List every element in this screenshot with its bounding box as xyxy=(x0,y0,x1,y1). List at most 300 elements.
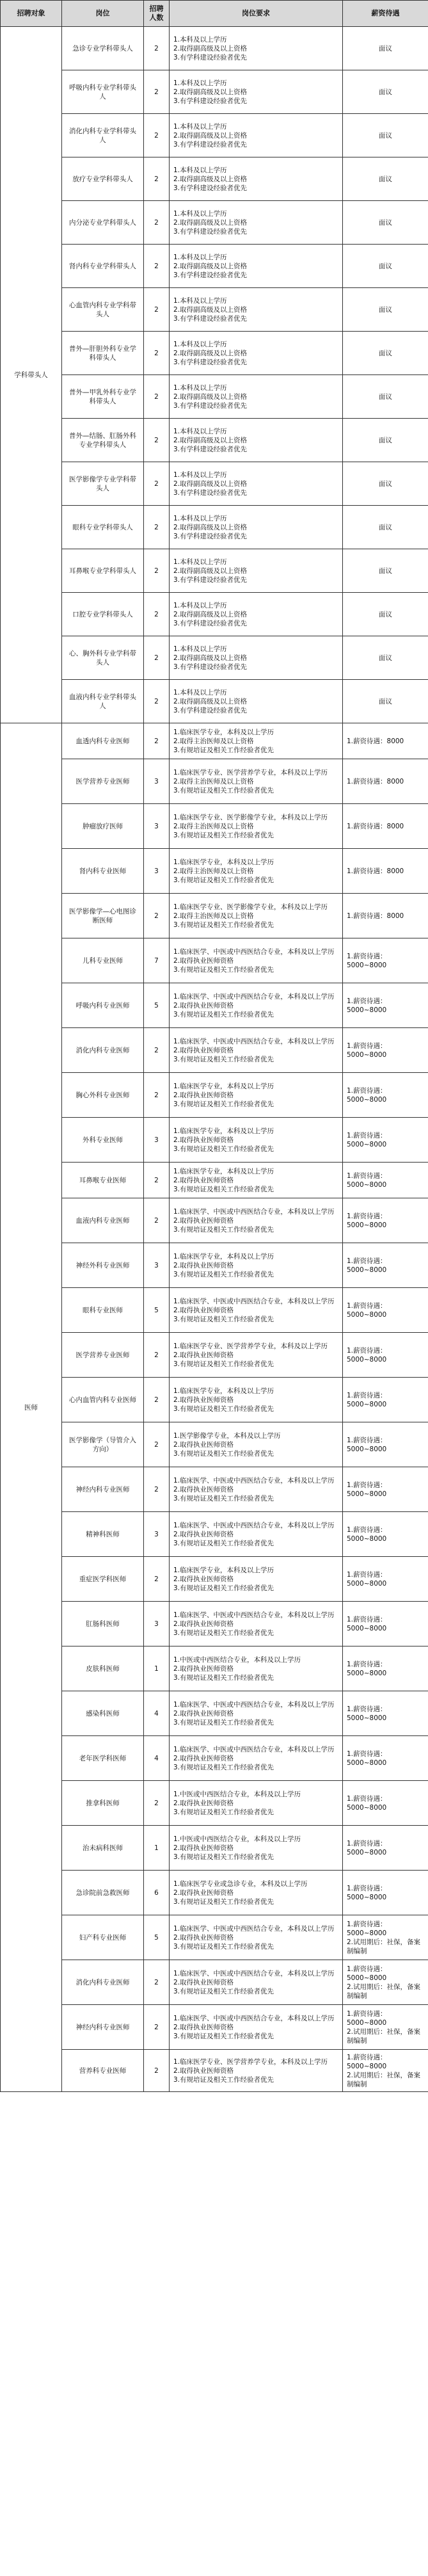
table-row xyxy=(1,1073,428,1118)
table-row xyxy=(1,938,428,983)
salary-line: 1.薪资待遇： xyxy=(347,997,387,1005)
table-row xyxy=(1,332,428,375)
position-cell: 消化内科专业医师 xyxy=(62,1960,144,2005)
table-row xyxy=(1,288,428,332)
requirement-line: 2.取得副高级及以上资格 xyxy=(173,392,248,401)
salary-line: 2.试用期后：社保，备案制编制 xyxy=(347,1938,421,1955)
table-row xyxy=(1,549,428,593)
table-row xyxy=(1,1602,428,1646)
salary-line: 5000~8000 xyxy=(347,1669,387,1677)
position-cell: 呼吸内科专业医师 xyxy=(62,983,144,1028)
salary-line: 1.薪资待遇： xyxy=(347,1257,387,1265)
salary-cell xyxy=(343,114,428,157)
count-cell: 2 xyxy=(144,1028,170,1073)
position-cell: 内分泌专业学科带头人 xyxy=(62,201,144,245)
table-row xyxy=(1,759,428,804)
count-cell: 2 xyxy=(144,1422,170,1467)
table-row xyxy=(1,419,428,462)
salary-cell xyxy=(343,1288,428,1333)
salary-line: 1.薪资待遇： xyxy=(347,1481,387,1489)
salary-line: 5000~8000 xyxy=(347,1445,387,1453)
requirement-line: 2.取得执业医师资格 xyxy=(173,1888,234,1897)
requirement-line: 1.临床医学专业、医学营养学专业，本科及以上学历 xyxy=(173,1342,328,1350)
requirements-cell xyxy=(170,2050,343,2092)
salary-line: 1.薪资待遇： xyxy=(347,952,387,960)
requirements-cell xyxy=(170,506,343,549)
requirement-line: 3.有学科建设经验者优先 xyxy=(173,227,248,236)
requirement-line: 1.中医或中西医结合专业，本科及以上学历 xyxy=(173,1655,301,1664)
salary-line: 1.薪资待遇： xyxy=(347,1570,387,1579)
salary-cell xyxy=(343,1073,428,1118)
salary-cell xyxy=(343,983,428,1028)
table-row xyxy=(1,506,428,549)
salary-line: 1.薪资待遇：8000 xyxy=(347,867,404,875)
salary-line: 面议 xyxy=(379,654,392,662)
salary-line: 2.试用期后：社保，备案制编制 xyxy=(347,1983,421,2000)
position-cell: 肿瘤放疗医师 xyxy=(62,804,144,849)
count-cell: 2 xyxy=(144,2005,170,2050)
requirement-line: 1.本科及以上学历 xyxy=(173,166,227,174)
requirement-line: 1.临床医学、中医或中西医结合专业，本科及以上学历 xyxy=(173,1969,335,1977)
requirement-line: 1.本科及以上学历 xyxy=(173,209,227,218)
requirement-line: 3.有学科建设经验者优先 xyxy=(173,706,248,714)
requirement-line: 3.有学科建设经验者优先 xyxy=(173,53,248,61)
position-cell: 耳鼻喉专业学科带头人 xyxy=(62,549,144,593)
position-cell: 消化内科专业医师 xyxy=(62,1028,144,1073)
requirement-line: 1.本科及以上学历 xyxy=(173,427,227,435)
requirement-line: 3.有规培证及相关工作经验者优先 xyxy=(173,1539,274,1547)
salary-line: 1.薪资待遇： xyxy=(347,1965,387,1973)
salary-line: 5000~8000 xyxy=(347,1310,387,1319)
count-cell: 3 xyxy=(144,1602,170,1646)
requirement-line: 2.取得执业医师资格 xyxy=(173,1306,234,1314)
requirement-line: 3.有规培证及相关工作经验者优先 xyxy=(173,1897,274,1906)
table-row xyxy=(1,1163,428,1198)
requirement-line: 2.取得副高级及以上资格 xyxy=(173,654,248,662)
requirements-cell xyxy=(170,938,343,983)
requirement-line: 2.取得副高级及以上资格 xyxy=(173,305,248,314)
table-row xyxy=(1,849,428,894)
requirement-line: 2.取得执业医师资格 xyxy=(173,1933,234,1942)
requirements-cell xyxy=(170,1736,343,1781)
requirement-line: 2.取得主治医师及以上资格 xyxy=(173,777,254,785)
requirement-line: 3.有规培证及相关工作经验者优先 xyxy=(173,876,274,884)
salary-cell xyxy=(343,1512,428,1557)
position-cell: 医学营养专业医师 xyxy=(62,1333,144,1378)
count-cell: 2 xyxy=(144,419,170,462)
requirement-line: 1.本科及以上学历 xyxy=(173,383,227,392)
salary-cell xyxy=(343,245,428,288)
requirement-line: 2.取得副高级及以上资格 xyxy=(173,610,248,618)
requirement-line: 2.取得执业医师资格 xyxy=(173,1351,234,1359)
requirements-cell xyxy=(170,804,343,849)
position-cell: 普外—结肠、肛肠外科专业学科带头人 xyxy=(62,419,144,462)
requirement-line: 1.本科及以上学历 xyxy=(173,79,227,87)
requirement-line: 1.医学影像学专业，本科及以上学历 xyxy=(173,1431,281,1440)
salary-cell xyxy=(343,1028,428,1073)
table-row xyxy=(1,680,428,723)
table-row xyxy=(1,1557,428,1602)
salary-line: 5000~8000 xyxy=(347,1893,387,1901)
requirement-line: 3.有学科建设经验者优先 xyxy=(173,271,248,279)
count-cell: 2 xyxy=(144,1163,170,1198)
requirement-line: 1.临床医学专业，本科及以上学历 xyxy=(173,728,274,736)
table-row xyxy=(1,27,428,70)
count-cell: 2 xyxy=(144,636,170,680)
requirement-line: 3.有规培证及相关工作经验者优先 xyxy=(173,2032,274,2040)
count-cell: 2 xyxy=(144,375,170,419)
position-cell: 精神科医师 xyxy=(62,1512,144,1557)
requirement-line: 2.取得执业医师资格 xyxy=(173,1001,234,1010)
requirements-cell xyxy=(170,70,343,114)
requirements-cell xyxy=(170,2005,343,2050)
salary-line: 5000~8000 xyxy=(347,1534,387,1543)
salary-line: 5000~8000 xyxy=(347,1355,387,1364)
position-cell: 心、胸外科专业学科带头人 xyxy=(62,636,144,680)
table-row xyxy=(1,804,428,849)
salary-line: 5000~8000 xyxy=(347,1624,387,1632)
table-row xyxy=(1,1198,428,1243)
table-header-row xyxy=(1,1,428,27)
requirement-line: 3.有规培证及相关工作经验者优先 xyxy=(173,786,274,794)
salary-line: 面议 xyxy=(379,349,392,357)
requirement-line: 3.有规培证及相关工作经验者优先 xyxy=(173,1763,274,1771)
requirements-cell xyxy=(170,1378,343,1422)
position-cell: 皮肤科医师 xyxy=(62,1646,144,1691)
requirement-line: 2.取得执业医师资格 xyxy=(173,1664,234,1673)
requirements-cell xyxy=(170,759,343,804)
salary-line: 1.薪资待遇：8000 xyxy=(347,912,404,920)
position-cell: 营养科专业医师 xyxy=(62,2050,144,2092)
requirement-line: 2.取得主治医师及以上资格 xyxy=(173,867,254,875)
requirement-line: 3.有学科建设经验者优先 xyxy=(173,358,248,366)
salary-line: 5000~8000 xyxy=(347,1266,387,1274)
position-cell: 普外—甲乳外科专业学科带头人 xyxy=(62,375,144,419)
requirements-cell xyxy=(170,1557,343,1602)
count-cell: 2 xyxy=(144,1333,170,1378)
table-row xyxy=(1,1333,428,1378)
requirement-line: 1.临床医学专业，本科及以上学历 xyxy=(173,1127,274,1135)
table-row xyxy=(1,723,428,759)
requirement-line: 2.取得副高级及以上资格 xyxy=(173,523,248,531)
salary-cell xyxy=(343,1826,428,1871)
requirement-line: 1.临床医学、中医或中西医结合专业，本科及以上学历 xyxy=(173,1476,335,1485)
requirement-line: 3.有规培证及相关工作经验者优先 xyxy=(173,746,274,754)
table-row xyxy=(1,1243,428,1288)
table-row xyxy=(1,2005,428,2050)
requirement-line: 1.临床医学、中医或中西医结合专业，本科及以上学历 xyxy=(173,1207,335,1216)
salary-cell xyxy=(343,894,428,938)
requirements-cell xyxy=(170,1028,343,1073)
count-cell: 3 xyxy=(144,1512,170,1557)
table-row xyxy=(1,983,428,1028)
requirements-cell xyxy=(170,157,343,201)
requirement-line: 2.取得执业医师资格 xyxy=(173,1575,234,1583)
table-row xyxy=(1,1378,428,1422)
count-cell: 2 xyxy=(144,245,170,288)
salary-line: 2.试用期后：社保，备案制编制 xyxy=(347,2071,421,2088)
requirement-line: 1.临床医学专业，本科及以上学历 xyxy=(173,1082,274,1090)
requirement-line: 1.本科及以上学历 xyxy=(173,645,227,653)
position-cell: 眼科专业学科带头人 xyxy=(62,506,144,549)
requirement-line: 2.取得执业医师资格 xyxy=(173,1091,234,1099)
salary-cell xyxy=(343,70,428,114)
salary-cell xyxy=(343,1602,428,1646)
salary-cell xyxy=(343,201,428,245)
salary-cell xyxy=(343,1557,428,1602)
count-cell: 4 xyxy=(144,1736,170,1781)
position-cell: 医学影像学（导管介入方向） xyxy=(62,1422,144,1467)
salary-line: 面议 xyxy=(379,262,392,270)
requirements-cell xyxy=(170,1960,343,2005)
requirements-cell xyxy=(170,1163,343,1198)
salary-line: 面议 xyxy=(379,392,392,401)
requirements-cell xyxy=(170,1118,343,1163)
requirement-line: 3.有规培证及相关工作经验者优先 xyxy=(173,1405,274,1413)
position-cell: 急诊院前急救医师 xyxy=(62,1871,144,1915)
position-cell: 妇产科专业医师 xyxy=(62,1915,144,1960)
salary-line: 面议 xyxy=(379,175,392,183)
requirement-line: 2.取得主治医师及以上资格 xyxy=(173,822,254,830)
salary-cell xyxy=(343,849,428,894)
requirement-line: 1.本科及以上学历 xyxy=(173,688,227,696)
requirement-line: 3.有规培证及相关工作经验者优先 xyxy=(173,1225,274,1234)
salary-line: 5000~8000 xyxy=(347,1974,387,1982)
salary-cell xyxy=(343,1163,428,1198)
requirement-line: 1.本科及以上学历 xyxy=(173,253,227,261)
requirement-line: 2.取得执业医师资格 xyxy=(173,1176,234,1184)
salary-line: 1.薪资待遇： xyxy=(347,1884,387,1892)
salary-line: 5000~8000 xyxy=(347,1490,387,1498)
count-cell: 2 xyxy=(144,201,170,245)
position-cell: 血透内科专业医师 xyxy=(62,723,144,759)
salary-cell xyxy=(343,593,428,636)
position-cell: 急诊专业学科带头人 xyxy=(62,27,144,70)
salary-line: 1.薪资待遇：8000 xyxy=(347,737,404,745)
requirement-line: 3.有规培证及相关工作经验者优先 xyxy=(173,1360,274,1368)
salary-cell xyxy=(343,157,428,201)
salary-line: 1.薪资待遇： xyxy=(347,1660,387,1668)
position-cell: 眼科专业医师 xyxy=(62,1288,144,1333)
requirements-cell xyxy=(170,680,343,723)
position-cell: 肛肠科医师 xyxy=(62,1602,144,1646)
requirement-line: 2.取得执业医师资格 xyxy=(173,1136,234,1144)
requirement-line: 2.取得执业医师资格 xyxy=(173,1620,234,1628)
requirement-line: 2.取得副高级及以上资格 xyxy=(173,131,248,140)
target-group-cell: 医师 xyxy=(1,723,62,2092)
requirement-line: 1.本科及以上学历 xyxy=(173,296,227,305)
salary-line: 5000~8000 xyxy=(347,1140,387,1148)
requirement-line: 1.本科及以上学历 xyxy=(173,601,227,609)
salary-line: 1.薪资待遇： xyxy=(347,1705,387,1713)
salary-cell xyxy=(343,419,428,462)
table-row xyxy=(1,636,428,680)
salary-cell xyxy=(343,1781,428,1826)
requirement-line: 2.取得副高级及以上资格 xyxy=(173,175,248,183)
requirements-cell xyxy=(170,1826,343,1871)
salary-cell xyxy=(343,549,428,593)
requirements-cell xyxy=(170,1915,343,1960)
requirements-cell xyxy=(170,1198,343,1243)
requirement-line: 1.临床医学专业，本科及以上学历 xyxy=(173,1167,274,1175)
count-cell: 3 xyxy=(144,849,170,894)
requirement-line: 1.临床医学、中医或中西医结合专业，本科及以上学历 xyxy=(173,1924,335,1933)
salary-cell xyxy=(343,1118,428,1163)
table-row xyxy=(1,1781,428,1826)
requirements-cell xyxy=(170,419,343,462)
salary-line: 面议 xyxy=(379,131,392,140)
salary-line: 1.薪资待遇： xyxy=(347,1086,387,1095)
requirement-line: 3.有规培证及相关工作经验者优先 xyxy=(173,1315,274,1323)
requirement-line: 3.有学科建设经验者优先 xyxy=(173,140,248,149)
salary-cell xyxy=(343,332,428,375)
salary-line: 面议 xyxy=(379,523,392,531)
requirements-cell xyxy=(170,1073,343,1118)
requirement-line: 3.有规培证及相关工作经验者优先 xyxy=(173,1100,274,1108)
requirements-cell xyxy=(170,636,343,680)
table-row xyxy=(1,1691,428,1736)
salary-line: 1.薪资待遇： xyxy=(347,1346,387,1355)
count-cell: 4 xyxy=(144,1691,170,1736)
position-cell: 医学影像学专业学科带头人 xyxy=(62,462,144,506)
requirement-line: 2.取得执业医师资格 xyxy=(173,1844,234,1852)
requirement-line: 2.取得执业医师资格 xyxy=(173,1530,234,1538)
requirements-cell xyxy=(170,462,343,506)
requirement-line: 1.临床医学专业、医学营养学专业，本科及以上学历 xyxy=(173,768,328,777)
requirement-line: 2.取得副高级及以上资格 xyxy=(173,697,248,705)
table-row xyxy=(1,2050,428,2092)
requirement-line: 1.临床医学专业、医学影像学专业，本科及以上学历 xyxy=(173,903,328,911)
salary-line: 5000~8000 xyxy=(347,1400,387,1408)
salary-line: 1.薪资待遇： xyxy=(347,1301,387,1310)
count-cell: 2 xyxy=(144,1557,170,1602)
requirement-line: 3.有规培证及相关工作经验者优先 xyxy=(173,1853,274,1861)
count-cell: 2 xyxy=(144,462,170,506)
requirements-cell xyxy=(170,1512,343,1557)
requirements-cell xyxy=(170,114,343,157)
requirements-cell xyxy=(170,983,343,1028)
requirement-line: 1.临床医学、中医或中西医结合专业，本科及以上学历 xyxy=(173,1611,335,1619)
requirement-line: 3.有规培证及相关工作经验者优先 xyxy=(173,1494,274,1502)
requirement-line: 1.本科及以上学历 xyxy=(173,122,227,131)
position-cell: 神经内科专业医师 xyxy=(62,2005,144,2050)
count-cell: 2 xyxy=(144,157,170,201)
salary-line: 面议 xyxy=(379,610,392,618)
position-cell: 感染科医师 xyxy=(62,1691,144,1736)
salary-cell xyxy=(343,759,428,804)
requirement-line: 1.临床医学、中医或中西医结合专业，本科及以上学历 xyxy=(173,1037,335,1045)
table-row xyxy=(1,1512,428,1557)
table-row xyxy=(1,70,428,114)
requirement-line: 3.有学科建设经验者优先 xyxy=(173,488,248,497)
salary-cell xyxy=(343,462,428,506)
requirement-line: 3.有学科建设经验者优先 xyxy=(173,576,248,584)
requirements-cell xyxy=(170,1691,343,1736)
requirement-line: 1.临床医学、中医或中西医结合专业，本科及以上学历 xyxy=(173,1297,335,1305)
position-cell: 血液内科专业学科带头人 xyxy=(62,680,144,723)
requirement-line: 1.本科及以上学历 xyxy=(173,471,227,479)
requirement-line: 2.取得副高级及以上资格 xyxy=(173,436,248,444)
requirement-line: 2.取得主治医师及以上资格 xyxy=(173,912,254,920)
count-cell: 2 xyxy=(144,2050,170,2092)
position-cell: 医学营养专业医师 xyxy=(62,759,144,804)
salary-cell xyxy=(343,27,428,70)
position-cell: 神经外科专业医师 xyxy=(62,1243,144,1288)
requirement-line: 1.临床医学、中医或中西医结合专业，本科及以上学历 xyxy=(173,1700,335,1709)
table-row xyxy=(1,894,428,938)
header-position: 岗位 xyxy=(62,1,144,27)
requirement-line: 1.临床医学专业，本科及以上学历 xyxy=(173,1252,274,1260)
salary-line: 2.试用期后：社保，备案制编制 xyxy=(347,2027,421,2045)
count-cell: 2 xyxy=(144,894,170,938)
requirements-cell xyxy=(170,332,343,375)
requirement-line: 1.临床医学、中医或中西医结合专业，本科及以上学历 xyxy=(173,1521,335,1529)
salary-line: 5000~8000 xyxy=(347,2062,387,2070)
position-cell: 推拿科医师 xyxy=(62,1781,144,1826)
count-cell: 2 xyxy=(144,27,170,70)
salary-cell xyxy=(343,723,428,759)
requirement-line: 2.取得执业医师资格 xyxy=(173,1216,234,1225)
salary-line: 5000~8000 xyxy=(347,1095,387,1104)
count-cell: 2 xyxy=(144,332,170,375)
salary-line: 1.薪资待遇： xyxy=(347,1920,387,1928)
requirements-cell xyxy=(170,27,343,70)
position-cell: 普外—肝胆外科专业学科带头人 xyxy=(62,332,144,375)
requirement-line: 1.临床医学专业、医学营养学专业，本科及以上学历 xyxy=(173,2057,328,2066)
requirements-cell xyxy=(170,201,343,245)
requirement-line: 3.有规培证及相关工作经验者优先 xyxy=(173,1449,274,1458)
requirements-cell xyxy=(170,1646,343,1691)
requirement-line: 1.临床医学、中医或中西医结合专业，本科及以上学历 xyxy=(173,1745,335,1753)
salary-line: 5000~8000 xyxy=(347,1006,387,1014)
requirement-line: 2.取得执业医师资格 xyxy=(173,1799,234,1807)
count-cell: 3 xyxy=(144,1243,170,1288)
header-count: 招聘人数 xyxy=(144,1,170,27)
requirement-line: 1.临床医学、中医或中西医结合专业，本科及以上学历 xyxy=(173,992,335,1001)
requirement-line: 2.取得副高级及以上资格 xyxy=(173,44,248,52)
requirement-line: 3.有规培证及相关工作经验者优先 xyxy=(173,965,274,974)
salary-line: 1.薪资待遇： xyxy=(347,2053,387,2061)
salary-line: 1.薪资待遇： xyxy=(347,1171,387,1180)
salary-cell xyxy=(343,938,428,983)
salary-cell xyxy=(343,1736,428,1781)
header-requirements: 岗位要求 xyxy=(170,1,343,27)
requirement-line: 2.取得副高级及以上资格 xyxy=(173,479,248,488)
salary-cell xyxy=(343,288,428,332)
requirements-cell xyxy=(170,1422,343,1467)
requirement-line: 3.有规培证及相关工作经验者优先 xyxy=(173,1673,274,1682)
requirement-line: 1.本科及以上学历 xyxy=(173,340,227,348)
count-cell: 1 xyxy=(144,1826,170,1871)
requirement-line: 3.有规培证及相关工作经验者优先 xyxy=(173,1185,274,1193)
header-salary: 薪资待遇 xyxy=(343,1,428,27)
salary-line: 1.薪资待遇： xyxy=(347,1391,387,1399)
requirement-line: 3.有规培证及相关工作经验者优先 xyxy=(173,1145,274,1153)
salary-cell xyxy=(343,1333,428,1378)
count-cell: 2 xyxy=(144,506,170,549)
position-cell: 胸心外科专业医师 xyxy=(62,1073,144,1118)
count-cell: 5 xyxy=(144,1915,170,1960)
table-row xyxy=(1,1028,428,1073)
count-cell: 2 xyxy=(144,1198,170,1243)
position-cell: 外科专业医师 xyxy=(62,1118,144,1163)
table-row xyxy=(1,1915,428,1960)
count-cell: 2 xyxy=(144,1781,170,1826)
requirements-cell xyxy=(170,894,343,938)
salary-line: 1.薪资待遇： xyxy=(347,1212,387,1220)
salary-cell xyxy=(343,1422,428,1467)
requirement-line: 3.有规培证及相关工作经验者优先 xyxy=(173,1808,274,1816)
